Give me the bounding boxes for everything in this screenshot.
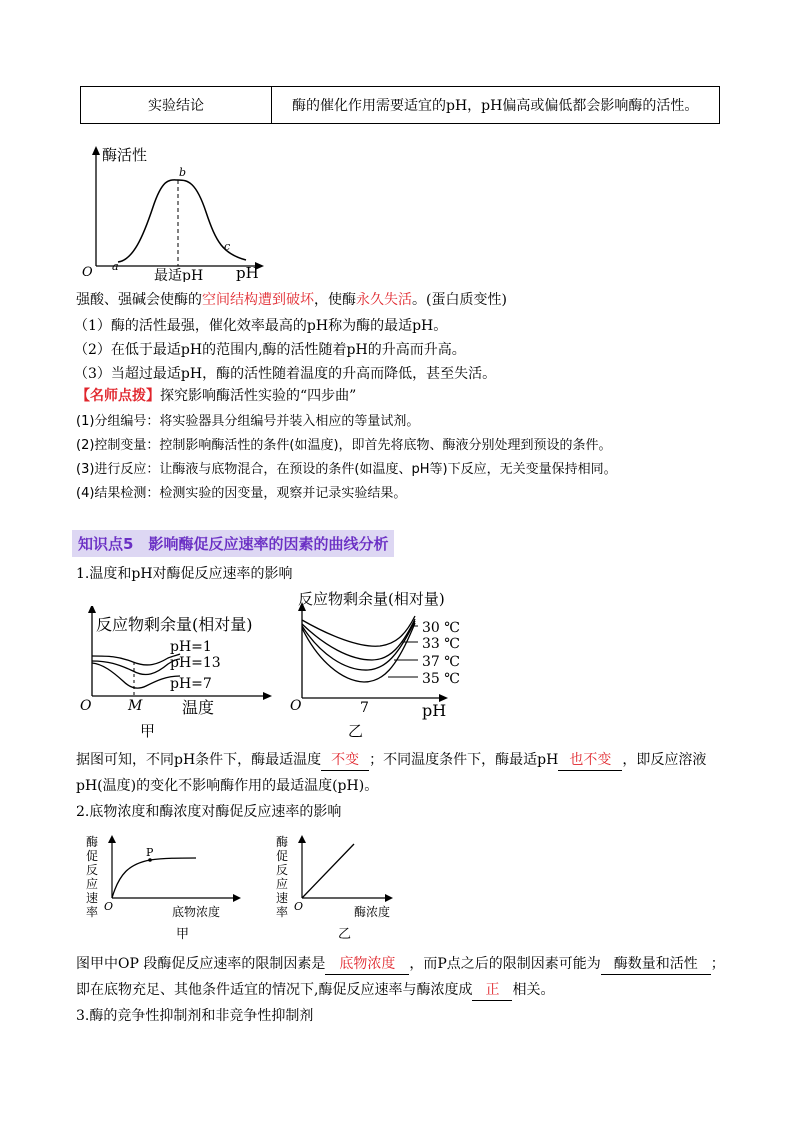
- text-segment: 图甲中OP 段酶促反应速率的限制因素是: [76, 956, 326, 972]
- conclusion-table: [80, 86, 720, 124]
- point-b-label: b: [179, 166, 187, 179]
- highlight-inactivation: 永久失活: [356, 292, 412, 308]
- answer-blank-1: 不变: [321, 750, 369, 771]
- svg-text:速: 速: [276, 891, 289, 905]
- answer-blank-2: 也不变: [558, 750, 622, 771]
- origin-label: O: [80, 698, 92, 714]
- x-axis-label: pH: [422, 701, 447, 720]
- m-label: M: [128, 698, 143, 714]
- text-segment: ，使酶: [314, 292, 356, 308]
- note-3: （3）当超过最适pH，酶的活性随着温度的升高而降低，甚至失活。: [74, 366, 497, 382]
- table-label-cell: 实验结论: [81, 87, 272, 124]
- tip-text: 探究影响酶活性实验的“四步曲”: [160, 388, 357, 404]
- svg-text:反: 反: [276, 863, 289, 877]
- answer-blank-4: 酶数量和活性: [601, 954, 711, 975]
- note-1: （1）酶的活性最强，催化效率最高的pH称为酶的最适pH。: [74, 318, 448, 334]
- y-axis-label: 反应物剩余量(相对量): [298, 590, 445, 608]
- tip-label: 【名师点拨】: [76, 388, 160, 404]
- subheading-1: 1.温度和pH对酶促反应速率的影响: [76, 566, 293, 582]
- curve-label-ph7: pH=7: [170, 676, 212, 692]
- curve-label-ph13: pH=13: [170, 655, 221, 671]
- step-4: (4)结果检测：检测实验的因变量，观察并记录实验结果。: [76, 486, 407, 501]
- text-segment: ，即反应溶液: [622, 752, 707, 768]
- y-axis-label: 反应物剩余量(相对量): [96, 615, 253, 634]
- acid-base-paragraph: [76, 290, 507, 310]
- svg-text:应: 应: [276, 877, 289, 891]
- svg-text:酶: 酶: [276, 835, 289, 849]
- curve-label-35c: 35 ℃: [422, 671, 460, 687]
- text-segment: 。(蛋白质变性): [412, 292, 507, 308]
- curve-label-30c: 30 ℃: [422, 620, 460, 636]
- step-1: (1)分组编号：将实验器具分组编号并装入相应的等量试剂。: [76, 414, 420, 429]
- x-axis-label: 酶浓度: [354, 905, 391, 919]
- curve-35c: [302, 623, 415, 682]
- y-axis-label: 酶活性: [102, 146, 148, 164]
- table-content-cell: 酶的催化作用需要适宜的pH，pH偏高或偏低都会影响酶的活性。: [272, 87, 720, 124]
- enzyme-line: [302, 844, 354, 898]
- svg-text:促: 促: [276, 849, 289, 863]
- text-segment: ；: [710, 956, 725, 972]
- figure-caption: 乙: [348, 722, 364, 740]
- table-row: [81, 87, 720, 124]
- figure-caption: 甲: [176, 927, 190, 942]
- x-axis-label: 底物浓度: [172, 905, 221, 919]
- limiting-factor-line1: [76, 954, 725, 975]
- curve-label-33c: 33 ℃: [422, 636, 460, 652]
- figure-caption: 甲: [140, 722, 156, 740]
- origin-label: O: [104, 900, 114, 913]
- figure-caption: 乙: [338, 927, 352, 942]
- tick-7: 7: [360, 700, 369, 716]
- point-c-label: c: [224, 240, 231, 253]
- curve-label-ph1: pH=1: [170, 639, 212, 655]
- text-segment: 强酸、强碱会使酶的: [76, 292, 202, 308]
- text-segment: ；不同温度条件下，酶最适pH: [369, 752, 559, 768]
- optimum-paragraph-line1: [76, 750, 706, 771]
- p-label: P: [146, 846, 154, 859]
- ph-activity-figure: [78, 142, 268, 282]
- enzyme-rate-figure: [274, 834, 424, 944]
- svg-text:率: 率: [276, 905, 289, 919]
- highlight-structure: 空间结构遭到破坏: [202, 292, 314, 308]
- y-axis-label: [86, 834, 98, 919]
- curve-37c: [302, 621, 415, 670]
- curve-label-37c: 37 ℃: [422, 654, 460, 670]
- text-segment: 据图可知，不同pH条件下，酶最适温度: [76, 752, 322, 768]
- step-2: (2)控制变量：控制影响酶活性的条件(如温度)，即首先将底物、酶液分别处理到预设的条件。: [76, 438, 612, 453]
- limiting-factor-line2: [76, 980, 554, 1001]
- curve-ph7: [92, 663, 180, 688]
- x-axis-label: 温度: [182, 698, 215, 717]
- ph-remaining-figure: [290, 586, 470, 746]
- text-segment: 即在底物充足、其他条件适宜的情况下,酶促反应速率与酶浓度成: [76, 982, 473, 998]
- text-segment: 相关。: [512, 982, 555, 998]
- answer-blank-3: 底物浓度: [325, 954, 409, 975]
- y-axis-label: [276, 834, 288, 919]
- subheading-2: 2.底物浓度和酶浓度对酶促反应速率的影响: [76, 804, 342, 820]
- svg-text:率: 率: [86, 905, 99, 919]
- svg-text:反: 反: [86, 863, 99, 877]
- origin-label: O: [82, 265, 93, 280]
- substrate-curve: [112, 858, 196, 898]
- origin-label: O: [290, 698, 302, 714]
- optimum-ph-label: 最适pH: [154, 268, 204, 282]
- curve-30c: [302, 616, 415, 646]
- text-segment: ，而P点之后的限制因素可能为: [409, 956, 601, 972]
- answer-blank-5: 正: [472, 980, 512, 1001]
- curve-ph1: [92, 654, 180, 665]
- optimum-paragraph-line2: pH(温度)的变化不影响酶作用的最适温度(pH)。: [76, 778, 379, 794]
- teacher-tip: [76, 386, 356, 406]
- svg-text:酶: 酶: [86, 835, 99, 849]
- note-2: （2）在低于最适pH的范围内,酶的活性随着pH的升高而升高。: [74, 342, 466, 358]
- svg-text:促: 促: [86, 849, 99, 863]
- origin-label: O: [294, 900, 304, 913]
- step-3: (3)进行反应：让酶液与底物混合，在预设的条件(如温度、pH等)下反应，无关变量保持相同。: [76, 462, 617, 477]
- x-axis-label: pH: [236, 264, 259, 282]
- section-heading: 知识点5 影响酶促反应速率的因素的曲线分析: [72, 530, 394, 557]
- svg-text:速: 速: [86, 891, 99, 905]
- point-a-label: a: [112, 260, 119, 273]
- svg-text:应: 应: [86, 877, 99, 891]
- substrate-rate-figure: [84, 834, 264, 944]
- temperature-figure: [78, 606, 278, 746]
- subheading-3: 3.酶的竞争性抑制剂和非竞争性抑制剂: [76, 1008, 314, 1024]
